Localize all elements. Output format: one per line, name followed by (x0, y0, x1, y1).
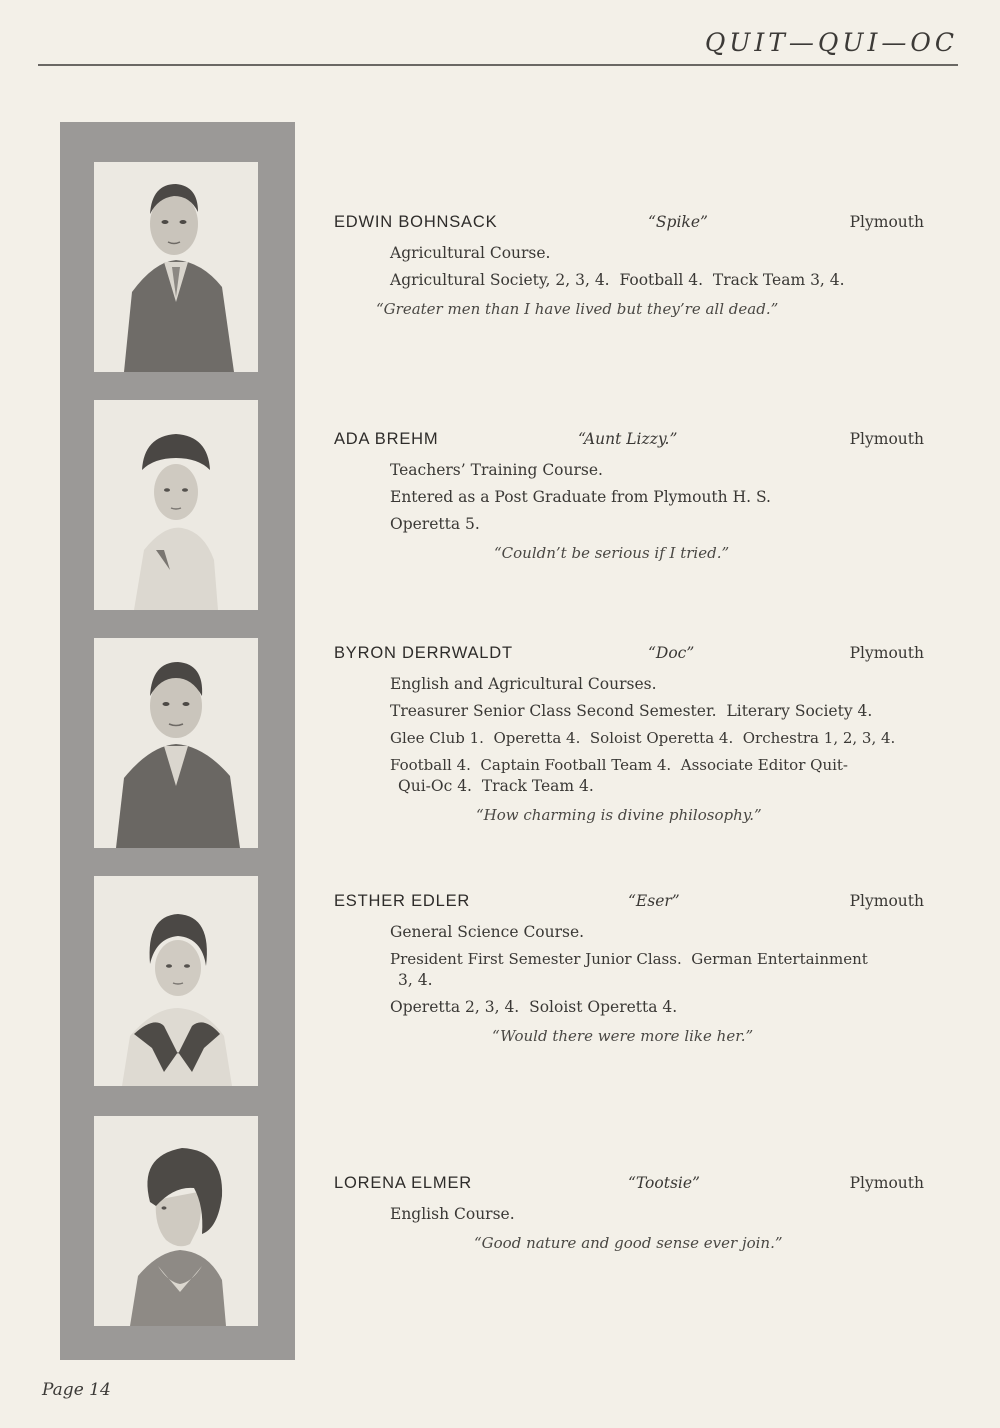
portrait-woman-image (94, 400, 258, 610)
page-number: Page 14 (42, 1380, 111, 1400)
student-quote: “How charming is divine philosophy.” (476, 806, 762, 824)
course-line: Teachers’ Training Course. (390, 461, 603, 479)
student-name: ESTHER EDLER (334, 892, 471, 910)
header-rule (38, 64, 958, 66)
student-name: ADA BREHM (334, 430, 439, 448)
student-quote: “Would there were more like her.” (492, 1027, 754, 1045)
student-entry (334, 644, 924, 826)
student-quote: “Couldn’t be serious if I tried.” (494, 544, 730, 562)
student-entry (334, 213, 924, 320)
student-nickname: “Aunt Lizzy.” (578, 430, 678, 448)
student-quote: “Greater men than I have lived but they’re all dead.” (376, 300, 779, 318)
activity-line: Treasurer Senior Class Second Semester. Literary Society 4. (390, 702, 873, 720)
activity-line-wrapped (334, 755, 924, 797)
course-line: General Science Course. (390, 923, 585, 941)
portrait-man-image (94, 162, 258, 372)
course-line: English and Agricultural Courses. (390, 675, 657, 693)
student-town: Plymouth (849, 892, 924, 910)
student-nickname: “Tootsie” (628, 1174, 700, 1192)
course-line: Agricultural Course. (390, 244, 551, 262)
student-town: Plymouth (849, 430, 924, 448)
activity-line: Operetta 2, 3, 4. Soloist Operetta 4. (390, 998, 678, 1016)
activity-line-first: Football 4. Captain Football Team 4. Associate Editor Quit- (390, 756, 849, 774)
portrait-woman-profile-image (94, 1116, 258, 1326)
student-entry (334, 1174, 924, 1254)
activity-line-wrapped (334, 949, 924, 991)
portrait-photo-edler (94, 876, 258, 1086)
student-name: BYRON DERRWALDT (334, 644, 513, 662)
student-nickname: “Spike” (648, 213, 708, 231)
student-nickname: “Eser” (628, 892, 680, 910)
activity-line: Entered as a Post Graduate from Plymouth H. S. (390, 488, 771, 506)
activity-line: Agricultural Society, 2, 3, 4. Football 4. Track Team 3, 4. (390, 271, 845, 289)
photo-strip (60, 122, 295, 1360)
portrait-man-image (94, 638, 258, 848)
activity-line: Glee Club 1. Operetta 4. Soloist Operetta 4. Orchestra 1, 2, 3, 4. (390, 729, 896, 747)
student-entry (334, 892, 924, 1047)
portrait-photo-bohnsack (94, 162, 258, 372)
portrait-photo-brehm (94, 400, 258, 610)
activity-line: Operetta 5. (390, 515, 480, 533)
course-line: English Course. (390, 1205, 515, 1223)
activity-line-continued: Qui-Oc 4. Track Team 4. (398, 777, 594, 795)
portrait-photo-elmer (94, 1116, 258, 1326)
student-nickname: “Doc” (648, 644, 695, 662)
student-entry (334, 430, 924, 564)
student-name: LORENA ELMER (334, 1174, 472, 1192)
activity-line-first: President First Semester Junior Class. German Entertainment (390, 950, 868, 968)
activity-line-continued: 3, 4. (398, 971, 433, 989)
portrait-photo-derrwaldt (94, 638, 258, 848)
student-town: Plymouth (849, 213, 924, 231)
running-header-title: QUIT—QUI—OC (704, 28, 958, 57)
student-name: EDWIN BOHNSACK (334, 213, 498, 231)
portrait-woman-image (94, 876, 258, 1086)
student-town: Plymouth (849, 644, 924, 662)
student-quote: “Good nature and good sense ever join.” (474, 1234, 783, 1252)
student-town: Plymouth (849, 1174, 924, 1192)
